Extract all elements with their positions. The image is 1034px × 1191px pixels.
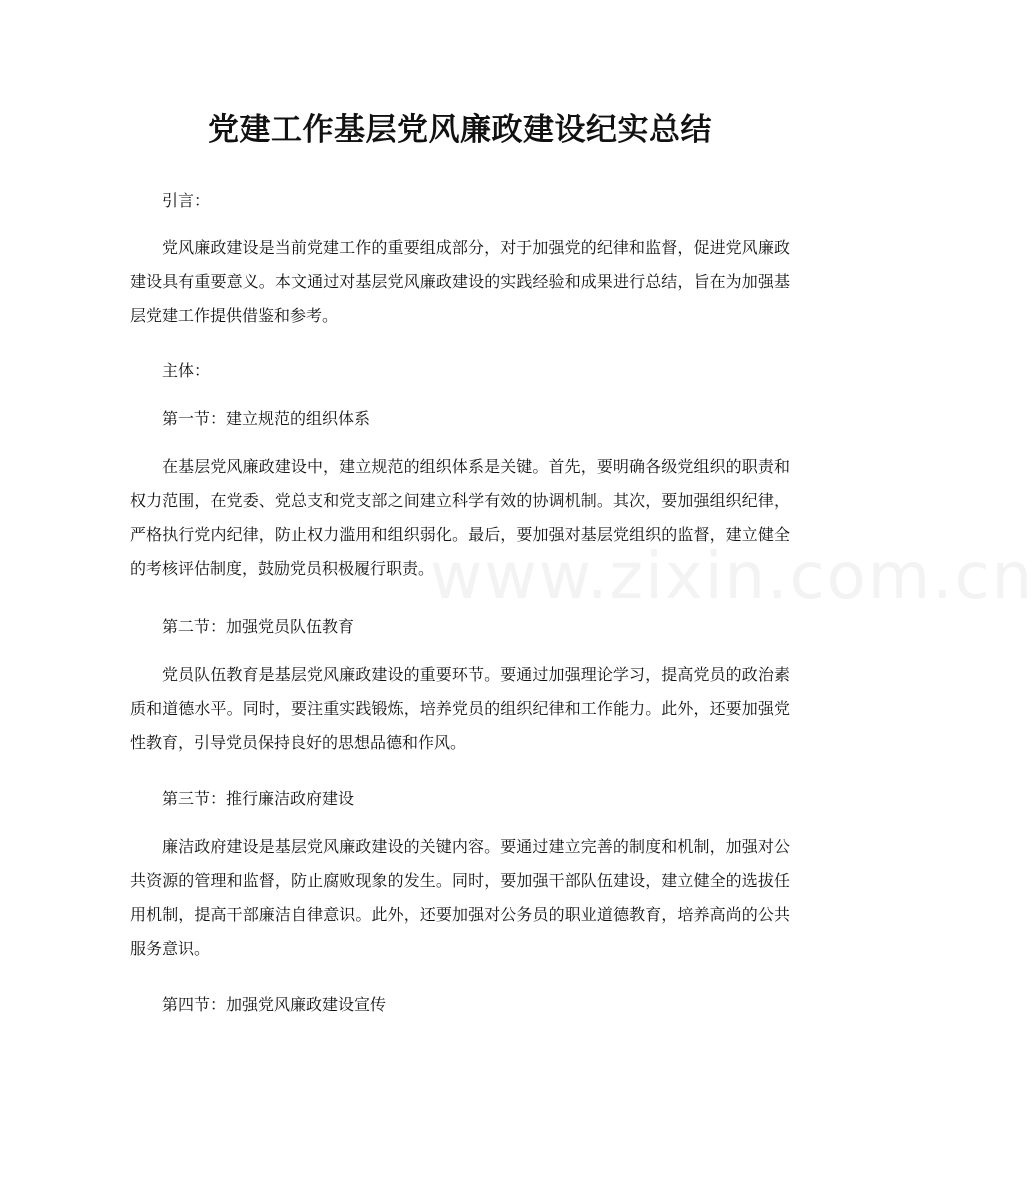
- section-2-heading: 第二节：加强党员队伍教育: [162, 617, 355, 636]
- paragraph-intro: 党风廉政建设是当前党建工作的重要组成部分，对于加强党的纪律和监督，促进党风廉政建设具有重要意义。本文通过对基层党风廉政建设的实践经验和成果进行总结，旨在为加强基层党建工作提供借鉴和参考。: [130, 238, 790, 325]
- section-4-heading: 第四节：加强党风廉政建设宣传: [162, 995, 387, 1014]
- watermark: www.zixin.com.cn: [430, 540, 1034, 614]
- section-3-body: 廉洁政府建设是基层党风廉政建设的关键内容。要通过建立完善的制度和机制，加强对公共资源的管理和监督，防止腐败现象的发生。同时，要加强干部队伍建设，建立健全的选拔任用机制，提高干部廉洁自律意识。此外，还要加强对公务员的职业道德教育，培养高尚的公共服务意识。: [130, 837, 790, 958]
- section-1-body: 在基层党风廉政建设中，建立规范的组织体系是关键。首先，要明确各级党组织的职责和权力范围，在党委、党总支和党支部之间建立科学有效的协调机制。其次，要加强组织纪律，严格执行党内纪律，防止权力滥用和组织弱化。最后，要加强对基层党组织的监督，建立健全的考核评估制度，鼓励党员积极履行职责。: [130, 457, 790, 578]
- section-1-heading: 第一节：建立规范的组织体系: [162, 409, 371, 428]
- document-title: 党建工作基层党风廉政建设纪实总结: [208, 112, 712, 148]
- section-3-heading: 第三节：推行廉洁政府建设: [162, 789, 355, 808]
- paragraph-main-heading: 主体：: [162, 361, 211, 380]
- paragraph-intro-heading: 引言：: [162, 191, 211, 210]
- section-2-body: 党员队伍教育是基层党风廉政建设的重要环节。要通过加强理论学习，提高党员的政治素质和道德水平。同时，要注重实践锻炼，培养党员的组织纪律和工作能力。此外，还要加强党性教育，引导党员保持良好的思想品德和作风。: [130, 665, 790, 752]
